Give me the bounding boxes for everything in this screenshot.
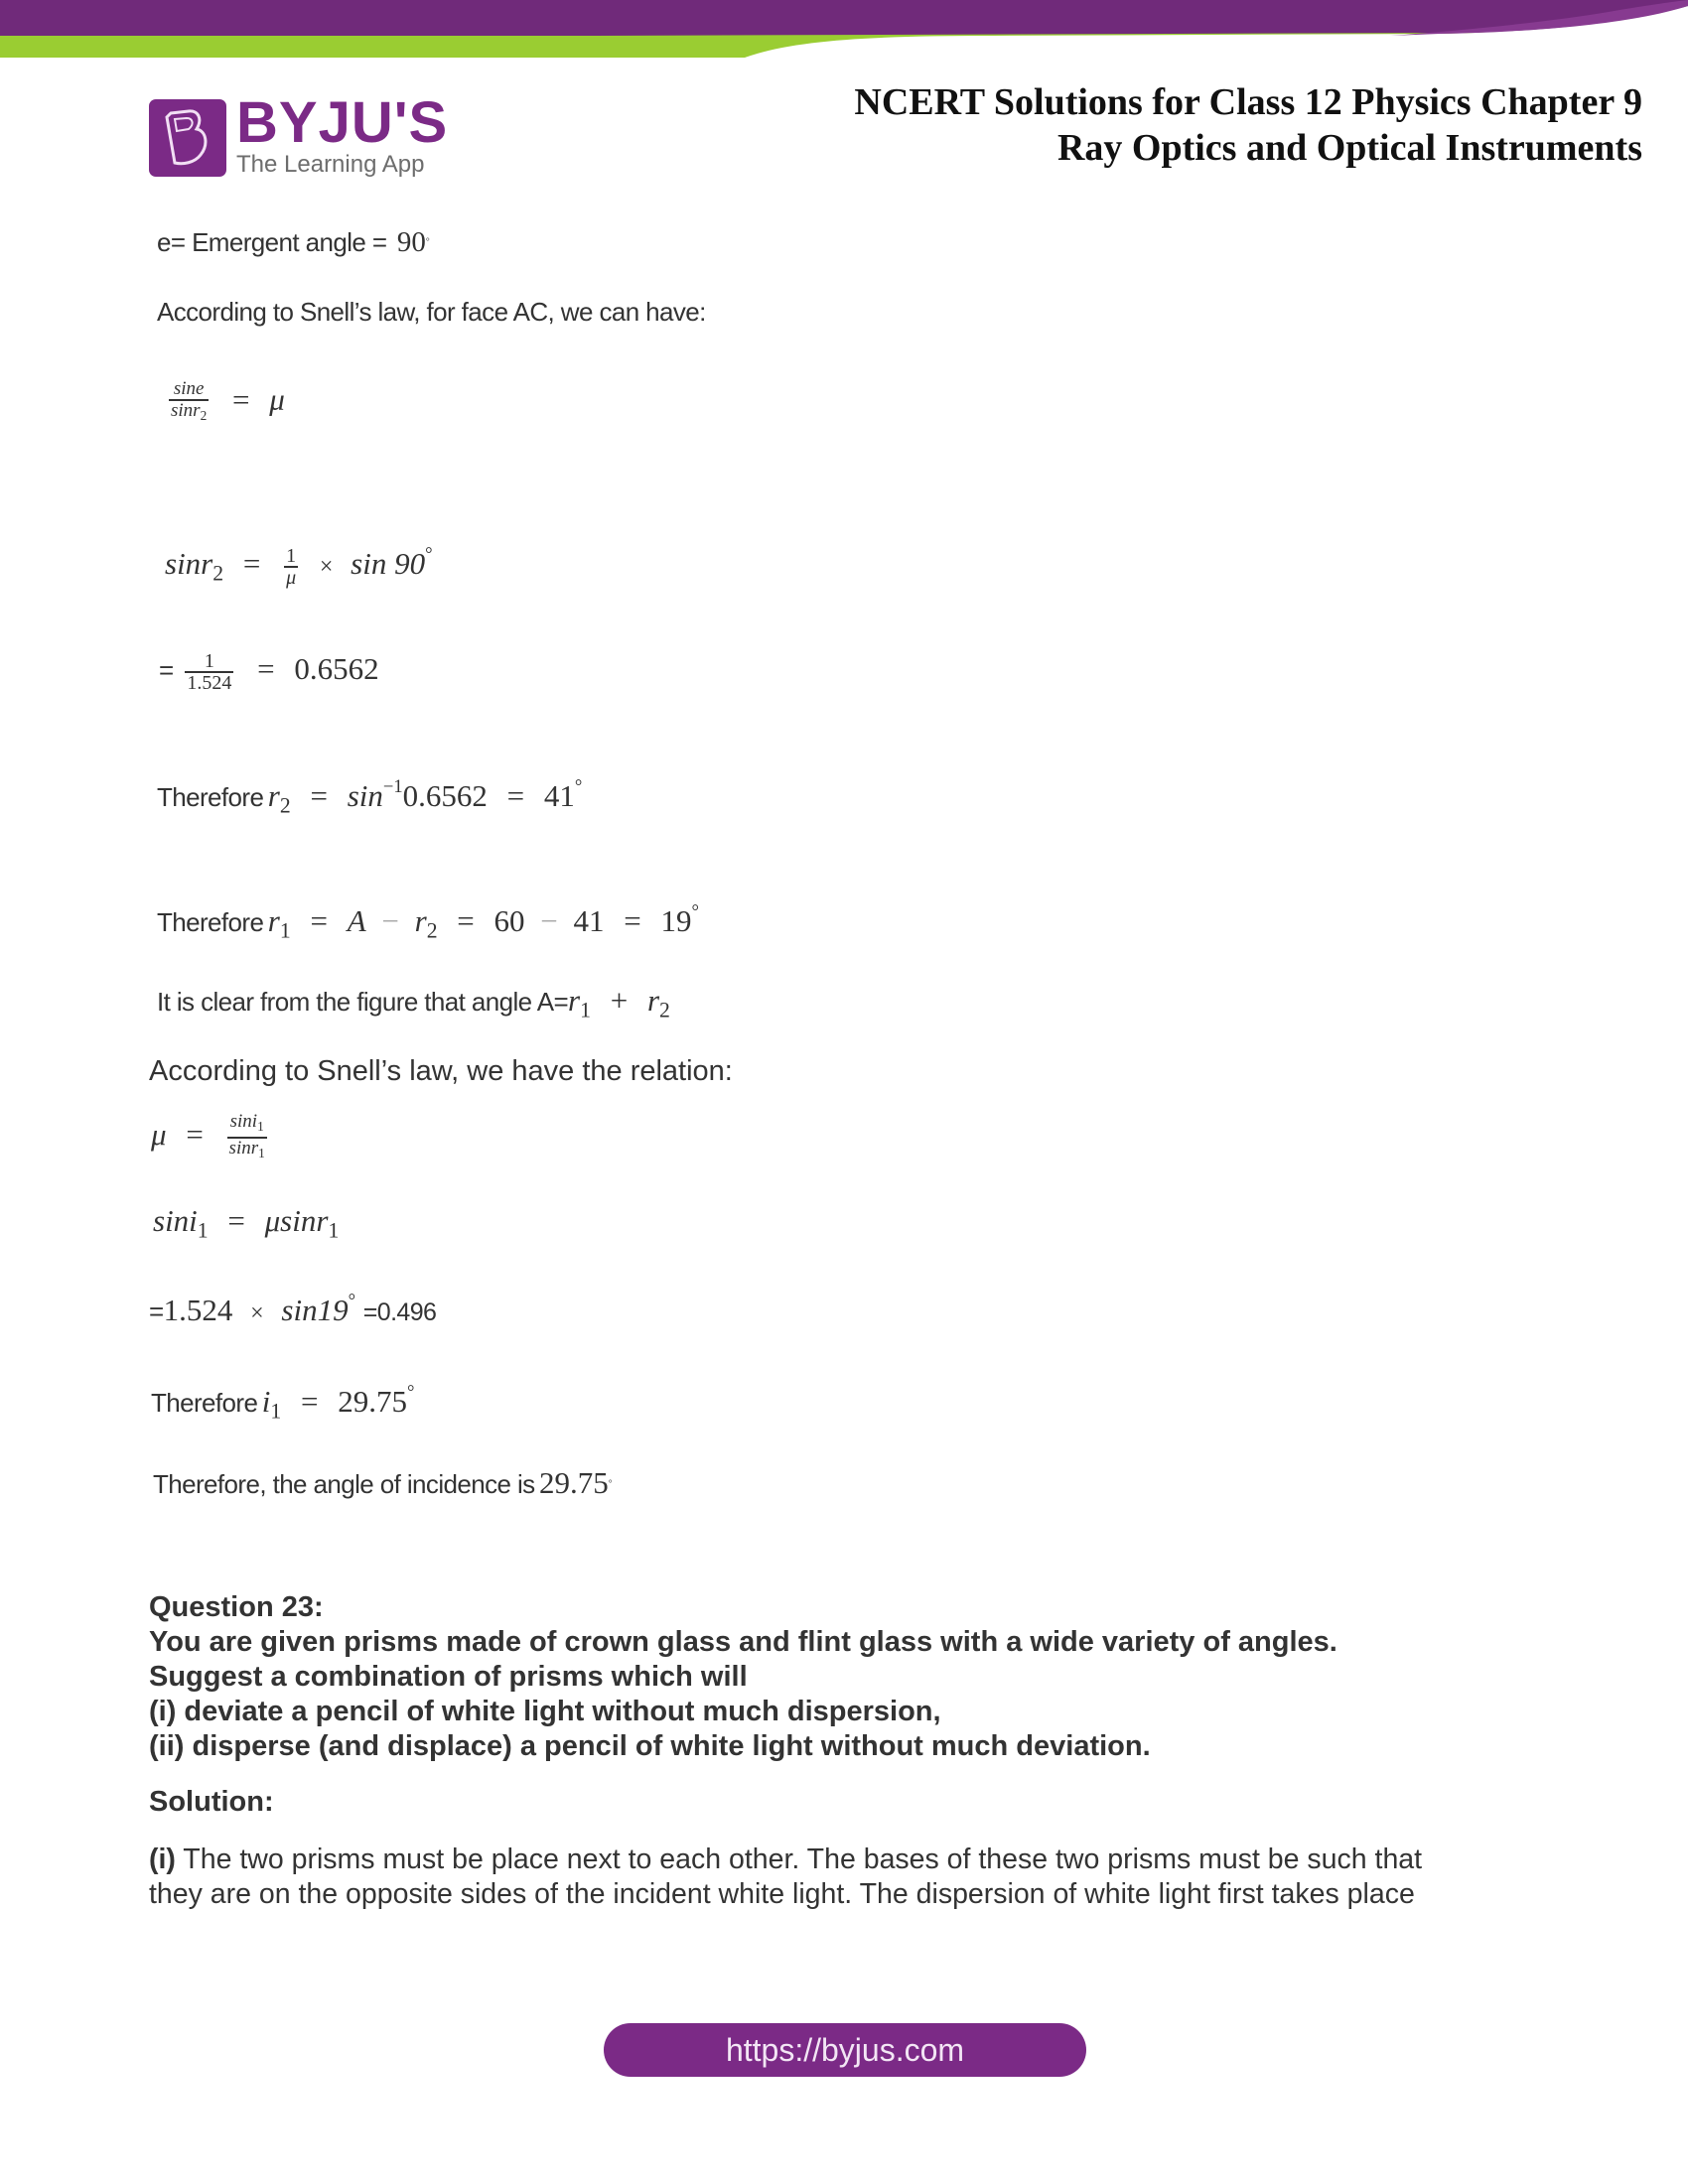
question-title: Question 23: — [149, 1591, 324, 1623]
byjus-logo — [149, 90, 449, 179]
header-wave-band — [0, 0, 1688, 69]
logo-b-icon — [149, 99, 226, 177]
brand-name: BYJU'S — [236, 90, 449, 155]
equation-sini1-value: =1.524 × sin19° =0.496 — [149, 1291, 437, 1327]
equation-mu-ratio: μ = $\frac{\sin i_1}{\sin r_1}$ — [151, 1111, 265, 1160]
equation-i1-result: Therefore $i_1 = 29.75^\circ$ — [151, 1382, 415, 1424]
angle-relation-text: It is clear from the figure that angle $A=r_1 + r_2$ — [157, 983, 670, 1023]
question-line: (i) deviate a pencil of white light without much dispersion, — [149, 1696, 941, 1727]
question-line: You are given prisms made of crown glass and flint glass with a wide variety of angles. — [149, 1626, 1337, 1658]
equation-sinr2: sinr$_2$ = $\frac{1}{\mu}$ × sin 90° — [165, 544, 433, 589]
equation-value-0-6562: = $\frac{1}{1.524}$ = 0.6562 — [159, 650, 379, 694]
question-line: (ii) disperse (and displace) a pencil of white light without much deviation. — [149, 1730, 1151, 1762]
snell-relation-text: According to Snell’s law, we have the relation: — [149, 1055, 733, 1087]
brand-tagline: The Learning App — [236, 151, 425, 178]
conclusion-text: Therefore, the angle of incidence is 29.75° — [153, 1465, 613, 1500]
question-line: Suggest a combination of prisms which will — [149, 1661, 748, 1693]
emergent-angle-line: e= Emergent angle = 90° — [157, 226, 430, 258]
snell-face-ac-text: According to Snell’s law, for face AC, we can have: — [157, 297, 706, 327]
equation-r1-result: Therefore $r_1 = A - r_2 = 60 - 41 = 19^\circ$ — [157, 901, 699, 943]
equation-r2-result: Therefore $r_2 = \sin^{-1}0.6562 = 41^\circ$ — [157, 776, 583, 818]
footer-url-link[interactable]: https://byjus.com — [604, 2023, 1086, 2077]
question-block — [149, 1590, 1337, 1764]
solution-paragraph: (i) The two prisms must be place next to each other. The bases of these two prisms must be such that they are on the opposite sides of the incident white light. The dispersion of white light first takes place — [149, 1843, 1423, 1910]
equation-sini1: sini$_1$ = μsinr$_1$ — [153, 1203, 340, 1243]
document-title — [854, 79, 1642, 171]
title-line-2: Ray Optics and Optical Instruments — [1056, 127, 1642, 169]
title-line-1: NCERT Solutions for Class 12 Physics Chapter 9 — [854, 81, 1642, 123]
solution-title: Solution: — [149, 1786, 274, 1818]
equation-snell-ratio: $\frac{\sin e}{\sin r_2}$ = μ — [171, 378, 285, 423]
part-label: (i) — [149, 1843, 176, 1875]
